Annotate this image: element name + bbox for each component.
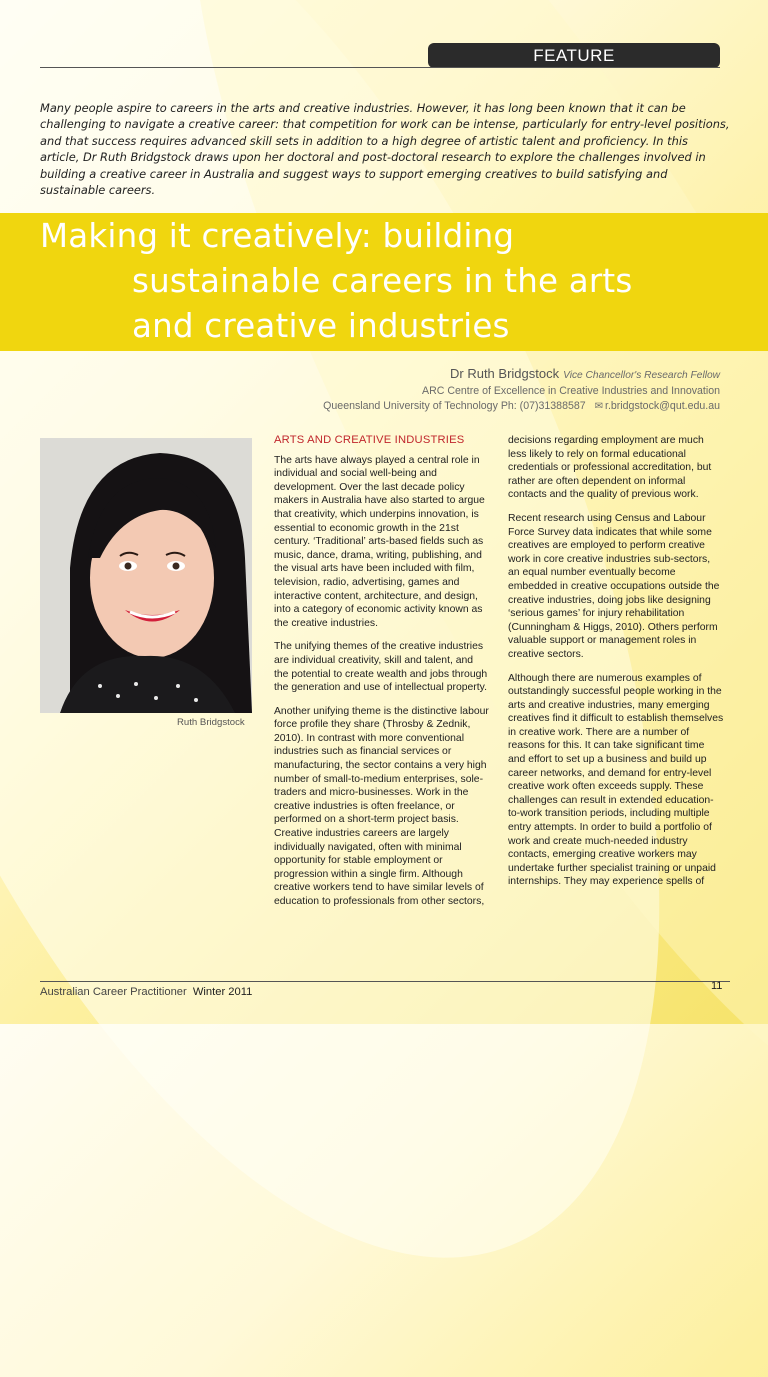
author-centre: ARC Centre of Excellence in Creative Industries and Innovation — [422, 384, 720, 397]
title-line: Making it creatively: building — [40, 217, 515, 255]
paragraph: decisions regarding employment are much less likely to rely on formal educational credentials or professional accreditation, but rather are often dependent on informal contacts and the quality of previous work. — [508, 435, 712, 501]
footer — [40, 986, 252, 998]
paragraph: Although there are numerous examples of outstandingly successful people working in the arts and creative industries, many emerging creatives find it difficult to establish themselves in creative work. There are a number of reasons for this. It can take significant time and effort to set up a business and build up career networks, and demand for entry-level creative work often exceeds supply. These challenges can result in extended education-to-work transition periods, including multiple entry attempts. In order to build a portfolio of work and create much-needed industry contacts, emerging creative workers may undertake further specialist training or unpaid internships. They may experience spells of — [508, 672, 724, 888]
photo-caption: Ruth Bridgstock — [177, 717, 245, 728]
author-role: Vice Chancellor's Research Fellow — [563, 370, 720, 381]
author-photo — [40, 438, 252, 713]
paragraph: Another unifying theme is the distinctive labour force profile they share (Throsby & Zednik, 2010). In contrast with more conventional industries such as financial services or manufacturing, the sector contains a very high number of small-to-medium enterprises, sole-traders and micro-businesses. Work in the creative industries is often freelance, or performed on a short-term project basis. Creative industries careers are largely individually navigated, often with minimal opportunity for stable employment or progression within a single firm. Although creative workers tend to have similar levels of education to professionals from other sectors, — [274, 705, 489, 907]
divider — [40, 981, 730, 982]
article-column-1 — [274, 434, 490, 919]
author-byline — [323, 366, 720, 415]
title-line: sustainable careers in the arts — [132, 262, 633, 300]
paragraph: The arts have always played a central role in individual and social well-being and development. Over the last decade policy makers in Australia have also started to argue that creativity, which underpins innovation, is essential to economic growth in the 21st century. ‘Traditional’ arts-based fields such as music, dance, drama, writing, publishing, and the visual arts have been included with film, television, radio, advertising, games and interactive content, architecture, and design, into a category of economic activity known as the creative industries. — [274, 454, 485, 629]
page-number: 11 — [711, 980, 723, 992]
author-name: Dr Ruth Bridgstock — [450, 366, 560, 381]
section-label: FEATURE — [428, 43, 720, 68]
article-column-2 — [508, 434, 724, 899]
divider — [40, 67, 720, 68]
author-university: Queensland University of Technology — [323, 400, 498, 412]
publication-name: Australian Career Practitioner — [40, 986, 187, 998]
mail-icon: ✉ — [594, 401, 603, 412]
paragraph: The unifying themes of the creative industries are individual creativity, skill and talent, and the potential to create wealth and jobs through the generation and use of intellectual property. — [274, 641, 488, 694]
title-line: and creative industries — [132, 307, 510, 345]
article-title — [40, 214, 632, 349]
section-heading: ARTS AND CREATIVE INDUSTRIES — [274, 434, 465, 446]
paragraph: Recent research using Census and Labour Force Survey data indicates that while some creatives are employed to perform creative work in core creative industries sub-sectors, an equal number eventually become embedded in creative occupations outside the creative industries, doing jobs like designing ‘serious games’ for injury rehabilitation (Cunningham & Higgs, 2010). Others perform valuable support or management roles in creative sectors. — [508, 512, 720, 660]
author-email[interactable]: r.bridgstock@qut.edu.au — [605, 400, 720, 412]
intro-paragraph: Many people aspire to careers in the arts and creative industries. However, it has long been known that it can be challenging to navigate a creative career: that competition for work can be intense, particularly for entry-level positions, and that success requires advanced skill sets in addition to a high degree of artistic talent and proficiency. In this article, Dr Ruth Bridgstock draws upon her doctoral and post-doctoral research to explore the challenges involved in building a creative career in Australia and suggest ways to support emerging creatives to build satisfying and sustainable careers. — [40, 101, 730, 198]
author-phone: Ph: (07)31388587 — [500, 400, 586, 412]
issue-label: Winter 2011 — [192, 986, 253, 998]
